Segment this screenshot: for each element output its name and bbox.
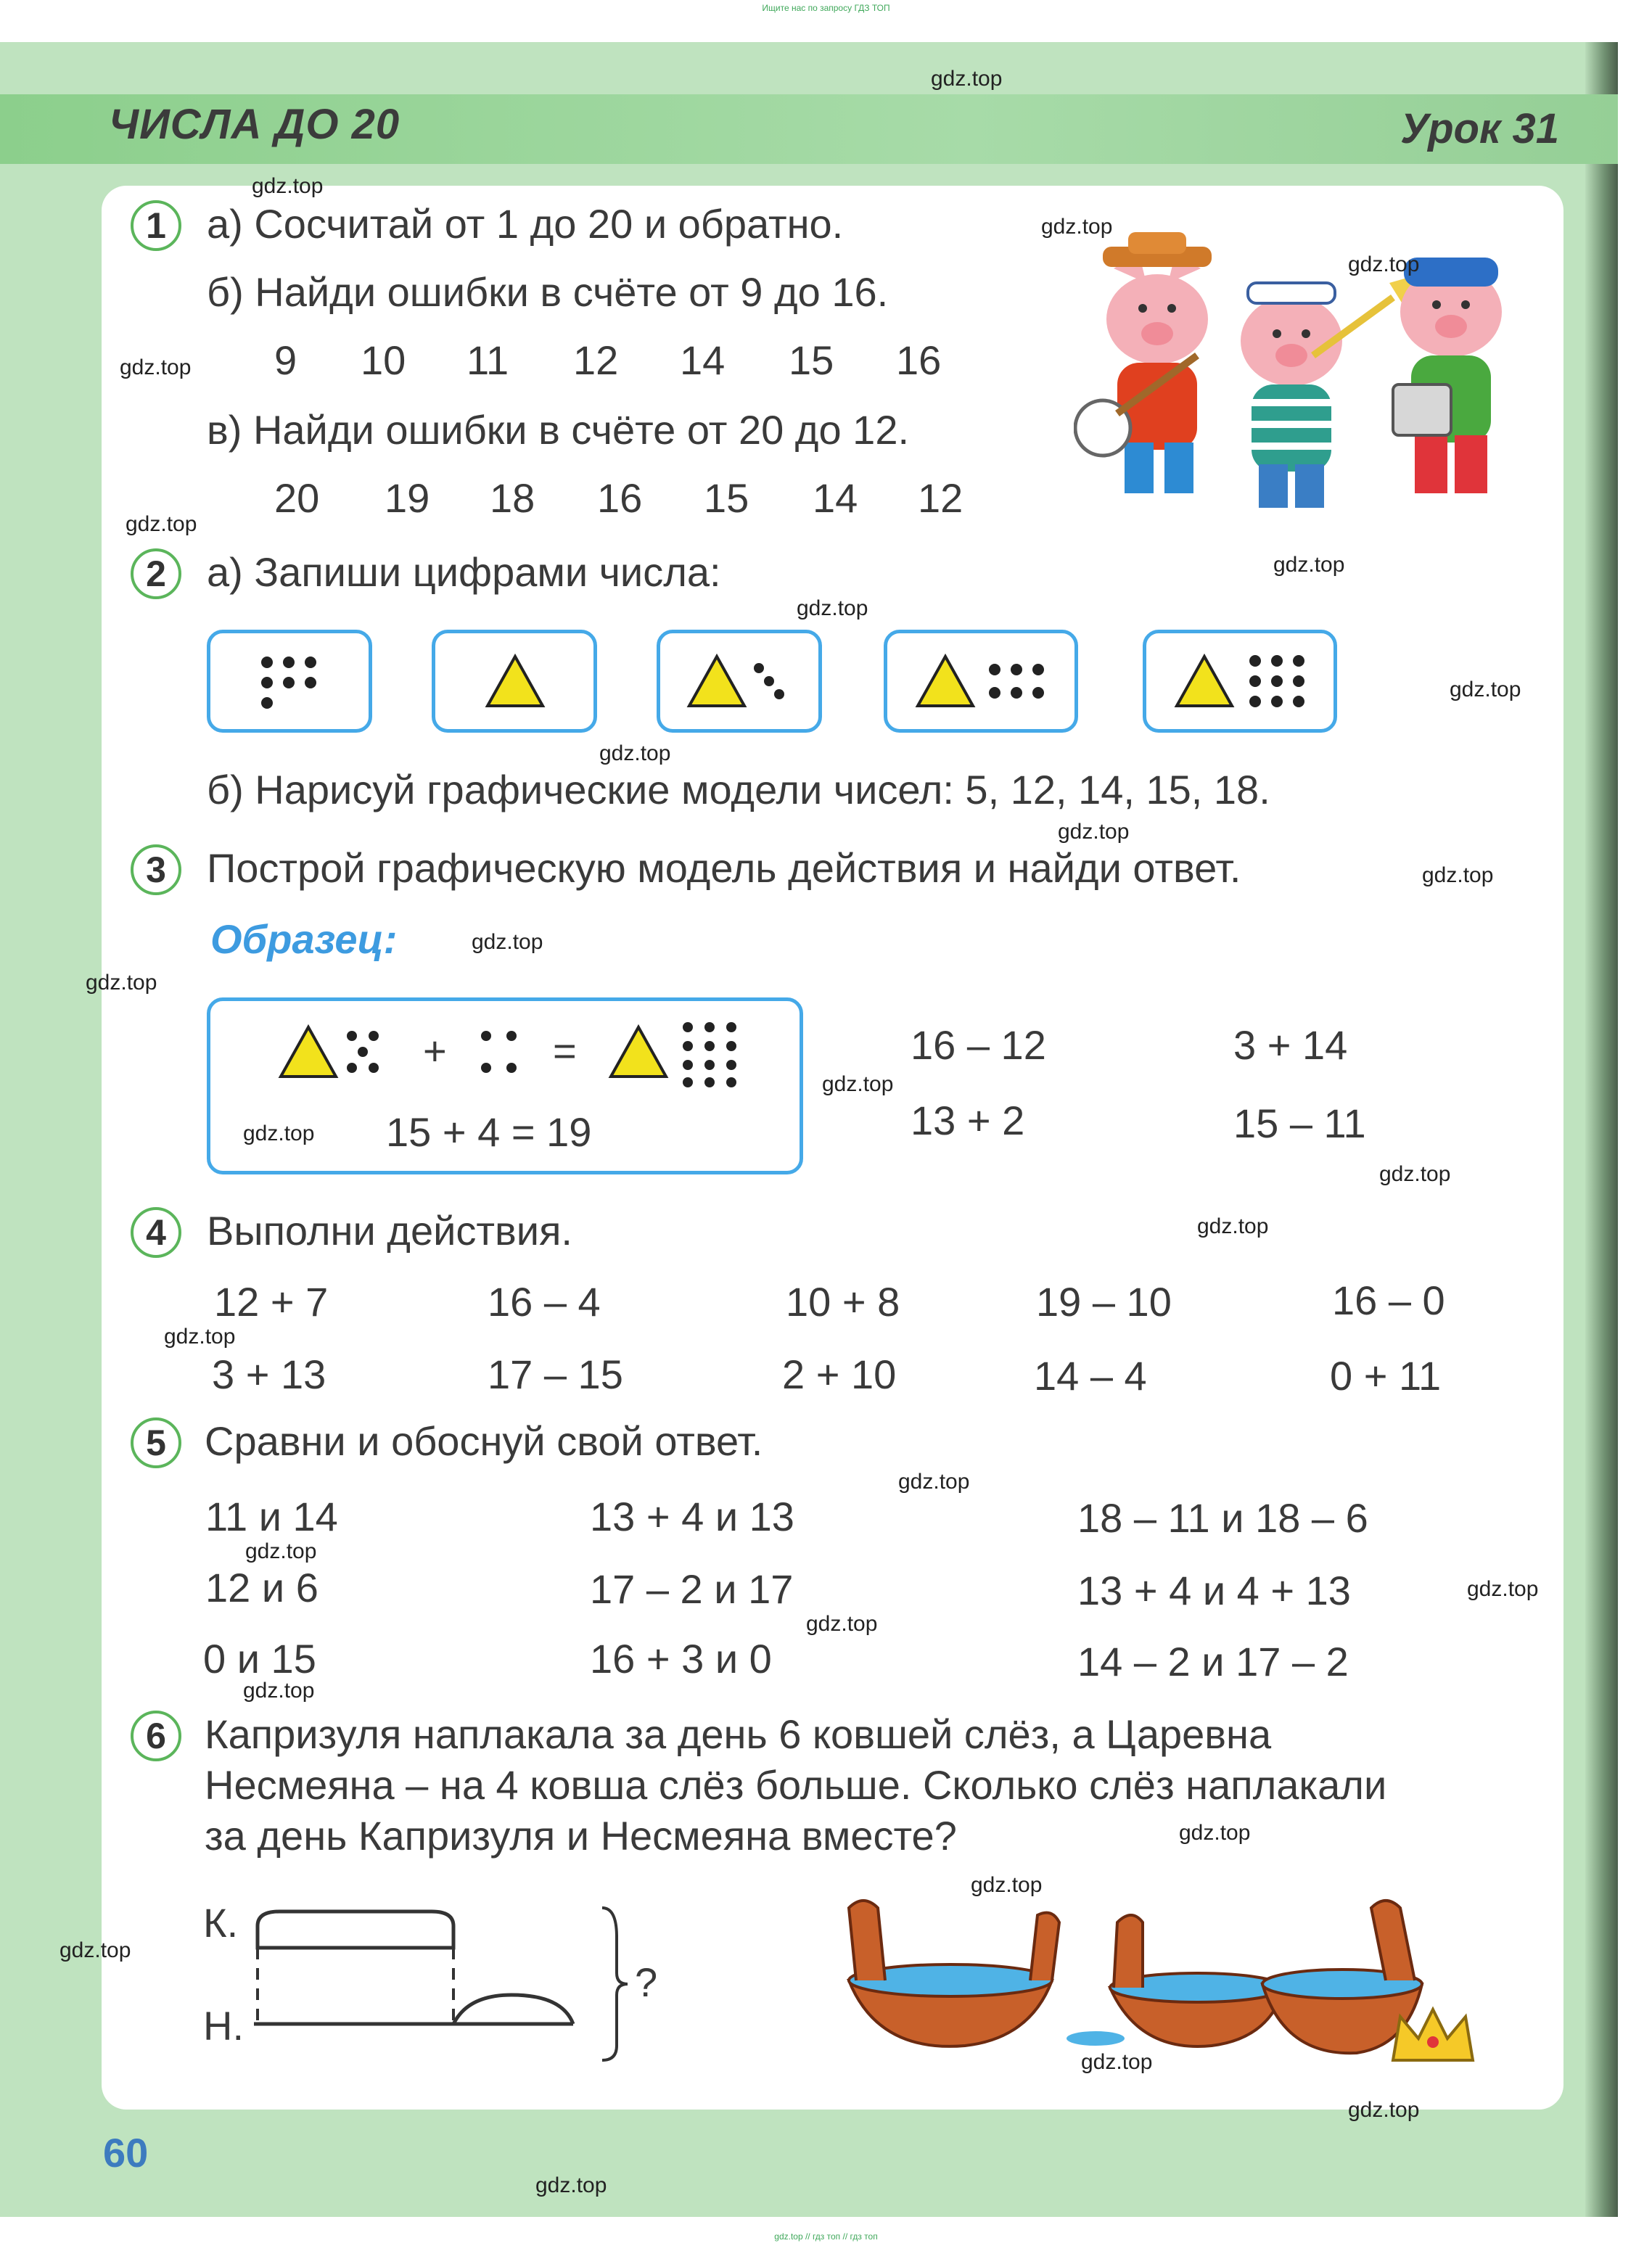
task-4-expression: 16 – 0: [1332, 1277, 1445, 1323]
watermark: gdz.top: [1467, 1577, 1539, 1601]
task-5-number: 5: [131, 1417, 181, 1468]
task-4-expression: 10 + 8: [786, 1279, 900, 1325]
task-5-text: Сравни и обоснуй свой ответ.: [205, 1418, 763, 1464]
watermark: gdz.top: [1058, 820, 1130, 844]
task-4-expression: 3 + 13: [212, 1351, 326, 1397]
watermark: gdz.top: [243, 1679, 315, 1703]
sample-expression: 15 + 4 = 19: [386, 1109, 592, 1155]
watermark: gdz.top: [1348, 2098, 1420, 2122]
task-6-number: 6: [131, 1711, 181, 1761]
sample-triangle-dots: [272, 1016, 417, 1088]
task-4-expression: 12 + 7: [214, 1279, 329, 1325]
sample-result-model: [602, 1013, 755, 1088]
watermark: gdz.top: [245, 1539, 317, 1563]
task-1c-number: 12: [918, 475, 963, 521]
watermark: gdz.top: [252, 174, 324, 198]
lesson-title: Урок 31: [1400, 105, 1559, 152]
triangle-dots-model: [660, 633, 820, 729]
watermark: gdz.top: [535, 2173, 607, 2197]
sample-plus-sign: +: [423, 1028, 447, 1074]
watermark: gdz.top: [822, 1072, 894, 1096]
task-2b-text: б) Нарисуй графические модели чисел: 5, 12, 14, 15, 18.: [207, 767, 1270, 812]
task-6-line-1: Капризуля наплакала за день 6 ковшей слёз, а Царевна: [205, 1711, 1272, 1757]
task-3-number: 3: [131, 844, 181, 895]
triangle-dots-model: [1146, 633, 1335, 729]
task-5-comparison: 12 и 6: [205, 1565, 319, 1610]
task-1c-text: в) Найди ошибки в счёте от 20 до 12.: [207, 407, 910, 453]
page-number: 60: [103, 2130, 149, 2176]
watermark: gdz.top: [1179, 1821, 1251, 1845]
task-3-expression: 13 + 2: [911, 1098, 1025, 1143]
diagram-question-mark: ?: [635, 1959, 658, 2005]
task-4-expression: 17 – 15: [488, 1351, 623, 1397]
ladles-illustration: [834, 1879, 1487, 2067]
number-model-card: [207, 630, 372, 733]
three-pigs-illustration: [1074, 232, 1545, 522]
task-1b-number: 10: [361, 337, 406, 383]
task-1c-number: 15: [704, 475, 749, 521]
watermark: gdz.top: [120, 355, 192, 379]
task-1c-number: 14: [813, 475, 858, 521]
watermark: gdz.top: [599, 741, 671, 765]
task-3-expression: 16 – 12: [911, 1022, 1046, 1068]
task-1-number: 1: [131, 200, 181, 251]
task-4-text: Выполни действия.: [207, 1208, 572, 1254]
task-3-expression: 15 – 11: [1233, 1100, 1366, 1146]
number-model-card: [1143, 630, 1337, 733]
task-1b-number: 12: [573, 337, 619, 383]
watermark: gdz.top: [898, 1470, 970, 1494]
task-6-line-3: за день Капризуля и Несмеяна вместе?: [205, 1813, 957, 1859]
watermark: gdz.top: [243, 1122, 315, 1145]
watermark: gdz.top: [164, 1325, 236, 1349]
task-1c-number: 18: [490, 475, 535, 521]
task-1b-number: 14: [680, 337, 726, 383]
dots-model: [210, 633, 370, 729]
bottom-note: gdz.top // гдз топ // гдз топ: [774, 2231, 878, 2242]
task-4-expression: 19 – 10: [1036, 1279, 1172, 1325]
watermark: gdz.top: [806, 1612, 878, 1636]
watermark: gdz.top: [1450, 678, 1521, 701]
segment-diagram: [250, 1886, 628, 2067]
watermark: gdz.top: [797, 596, 868, 620]
watermark: gdz.top: [1041, 215, 1113, 239]
number-model-card: [657, 630, 822, 733]
task-4-expression: 16 – 4: [488, 1279, 601, 1325]
number-model-card: [432, 630, 597, 733]
watermark: gdz.top: [472, 930, 543, 954]
task-6-line-2: Несмеяна – на 4 ковша слёз больше. Сколько слёз наплакали: [205, 1762, 1387, 1808]
triangle-model: [435, 633, 595, 729]
task-2-number: 2: [131, 548, 181, 599]
top-note: Ищите нас по запросу ГДЗ ТОП: [762, 3, 890, 13]
section-title: ЧИСЛА ДО 20: [109, 101, 400, 148]
task-1b-number: 11: [467, 337, 509, 383]
watermark: gdz.top: [1273, 553, 1345, 577]
task-4-expression: 0 + 11: [1330, 1353, 1442, 1399]
book-spine: [1585, 42, 1618, 2217]
watermark: gdz.top: [1197, 1214, 1269, 1238]
task-4-number: 4: [131, 1207, 181, 1258]
task-5-comparison: 13 + 4 и 4 + 13: [1077, 1568, 1351, 1613]
task-1b-text: б) Найди ошибки в счёте от 9 до 16.: [207, 269, 889, 315]
sample-equals-sign: =: [553, 1028, 577, 1074]
task-1a-text: а) Сосчитай от 1 до 20 и обратно.: [207, 201, 844, 247]
task-5-comparison: 14 – 2 и 17 – 2: [1077, 1639, 1349, 1684]
sample-label: Образец:: [210, 916, 398, 962]
task-1b-number: 15: [789, 337, 834, 383]
task-3-text: Построй графическую модель действия и найди ответ.: [207, 845, 1241, 891]
task-5-comparison: 11 и 14: [205, 1494, 338, 1539]
task-5-comparison: 18 – 11 и 18 – 6: [1077, 1495, 1368, 1541]
task-5-comparison: 13 + 4 и 13: [590, 1494, 794, 1539]
diagram-label-n: Н.: [203, 2003, 244, 2049]
number-model-card: [884, 630, 1078, 733]
watermark: gdz.top: [1348, 252, 1420, 276]
watermark: gdz.top: [86, 971, 157, 995]
task-5-comparison: 17 – 2 и 17: [590, 1566, 794, 1612]
triangle-dots-model: [887, 633, 1076, 729]
task-1b-number: 16: [896, 337, 942, 383]
task-2a-text: а) Запиши цифрами числа:: [207, 549, 721, 595]
watermark: gdz.top: [1379, 1162, 1451, 1186]
sample-dots: [472, 1016, 530, 1088]
task-5-comparison: 0 и 15: [203, 1636, 316, 1682]
task-1c-number: 20: [274, 475, 320, 521]
task-1b-number: 9: [274, 337, 297, 383]
watermark: gdz.top: [126, 512, 197, 536]
diagram-label-k: К.: [203, 1900, 239, 1946]
watermark: gdz.top: [1422, 863, 1494, 887]
task-5-comparison: 16 + 3 и 0: [590, 1636, 772, 1682]
watermark: gdz.top: [1081, 2050, 1153, 2074]
task-3-expression: 3 + 14: [1233, 1022, 1348, 1068]
watermark: gdz.top: [931, 67, 1003, 91]
watermark: gdz.top: [971, 1873, 1043, 1897]
task-4-expression: 2 + 10: [782, 1351, 897, 1397]
task-4-expression: 14 – 4: [1034, 1353, 1147, 1399]
watermark: gdz.top: [59, 1938, 131, 1962]
task-1c-number: 19: [385, 475, 430, 521]
task-1c-number: 16: [597, 475, 643, 521]
